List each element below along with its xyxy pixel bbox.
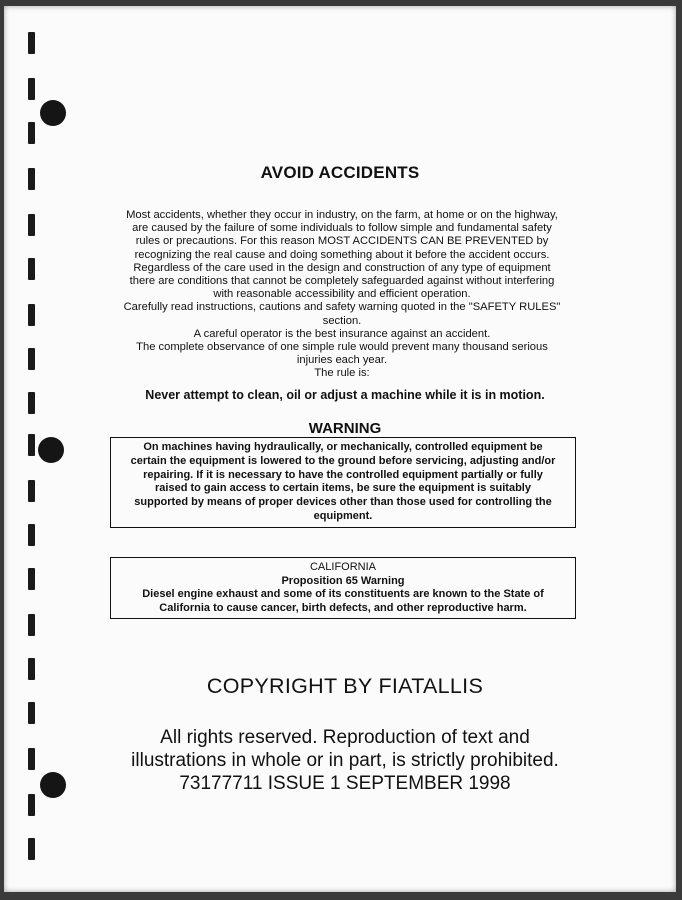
binding-slot bbox=[28, 122, 35, 144]
warning-line: equipment. bbox=[313, 509, 373, 522]
rights-line: All rights reserved. Reproduction of text and bbox=[160, 727, 530, 748]
warning-box bbox=[110, 437, 576, 528]
intro-line: The rule is: bbox=[314, 367, 370, 380]
intro-line: Regardless of the care used in the design and construction of any type of equipment bbox=[133, 261, 551, 274]
warning-line: On machines having hydraulically, or mechanically, controlled equipment be bbox=[143, 441, 543, 453]
page-title: AVOID ACCIDENTS bbox=[260, 163, 420, 182]
binding-slot bbox=[28, 702, 35, 724]
binding-slot bbox=[28, 78, 35, 100]
binding-slot bbox=[28, 348, 35, 370]
binding-slot bbox=[28, 214, 35, 236]
binding-slot bbox=[28, 568, 35, 590]
safety-rule: Never attempt to clean, oil or adjust a machine while it is in motion. bbox=[145, 388, 545, 402]
copyright-heading: COPYRIGHT BY FIATALLIS bbox=[206, 674, 484, 698]
binding-slot bbox=[28, 794, 35, 816]
intro-line: The complete observance of one simple rule would prevent many thousand serious bbox=[136, 341, 548, 354]
warning-line: repairing. If it is necessary to have the controlled equipment partially or fully bbox=[143, 468, 543, 481]
binding-slot bbox=[28, 32, 35, 54]
california-warning-box bbox=[110, 557, 576, 619]
binding-slot bbox=[28, 838, 35, 860]
binding-slot bbox=[28, 480, 35, 502]
intro-paragraph bbox=[104, 209, 580, 381]
warning-line: certain the equipment is lowered to the ground before servicing, adjusting and/or bbox=[130, 454, 556, 467]
binding-slot bbox=[28, 524, 35, 546]
california-line: Diesel engine exhaust and some of its constituents are known to the State of bbox=[142, 588, 544, 601]
intro-line: rules or precautions. For this reason MOST ACCIDENTS CAN BE PREVENTED by bbox=[135, 235, 549, 248]
warning-line: supported by means of proper devices other than those used for controlling the bbox=[134, 496, 552, 509]
rights-line: illustrations in whole or in part, is strictly prohibited. bbox=[131, 750, 559, 771]
binding-slot bbox=[28, 304, 35, 326]
intro-line: Most accidents, whether they occur in industry, on the farm, at home or on the highway, bbox=[126, 209, 558, 221]
punch-hole bbox=[38, 437, 64, 463]
intro-line: injuries each year. bbox=[296, 354, 388, 367]
intro-line: recognizing the real cause and doing something about it before the accident occurs. bbox=[134, 248, 550, 261]
binding-slot bbox=[28, 258, 35, 280]
warning-line: raised to gain access to certain items, be sure the equipment is suitably bbox=[155, 482, 531, 495]
document-page bbox=[4, 6, 676, 892]
binding-slot bbox=[28, 614, 35, 636]
proposition-65-heading: Proposition 65 Warning bbox=[281, 574, 405, 587]
issue-line: 73177711 ISSUE 1 SEPTEMBER 1998 bbox=[179, 773, 511, 794]
rights-notice bbox=[4, 726, 676, 795]
intro-line: there are conditions that cannot be completely safeguarded against without interfering bbox=[129, 275, 555, 288]
intro-line: Carefully read instructions, cautions and safety warning quoted in the "SAFETY RULES" section. bbox=[123, 301, 561, 327]
warning-title: WARNING bbox=[308, 420, 382, 437]
intro-line: are caused by the failure of some individuals to follow simple and fundamental safety bbox=[132, 222, 552, 235]
intro-line: A careful operator is the best insurance against an accident. bbox=[193, 327, 491, 340]
california-line: California to cause cancer, birth defects, and other reproductive harm. bbox=[159, 601, 527, 614]
california-heading: CALIFORNIA bbox=[309, 561, 376, 573]
binding-slot bbox=[28, 434, 35, 456]
intro-line: with reasonable accessibility and efficient operation. bbox=[213, 288, 471, 301]
punch-hole bbox=[40, 100, 66, 126]
